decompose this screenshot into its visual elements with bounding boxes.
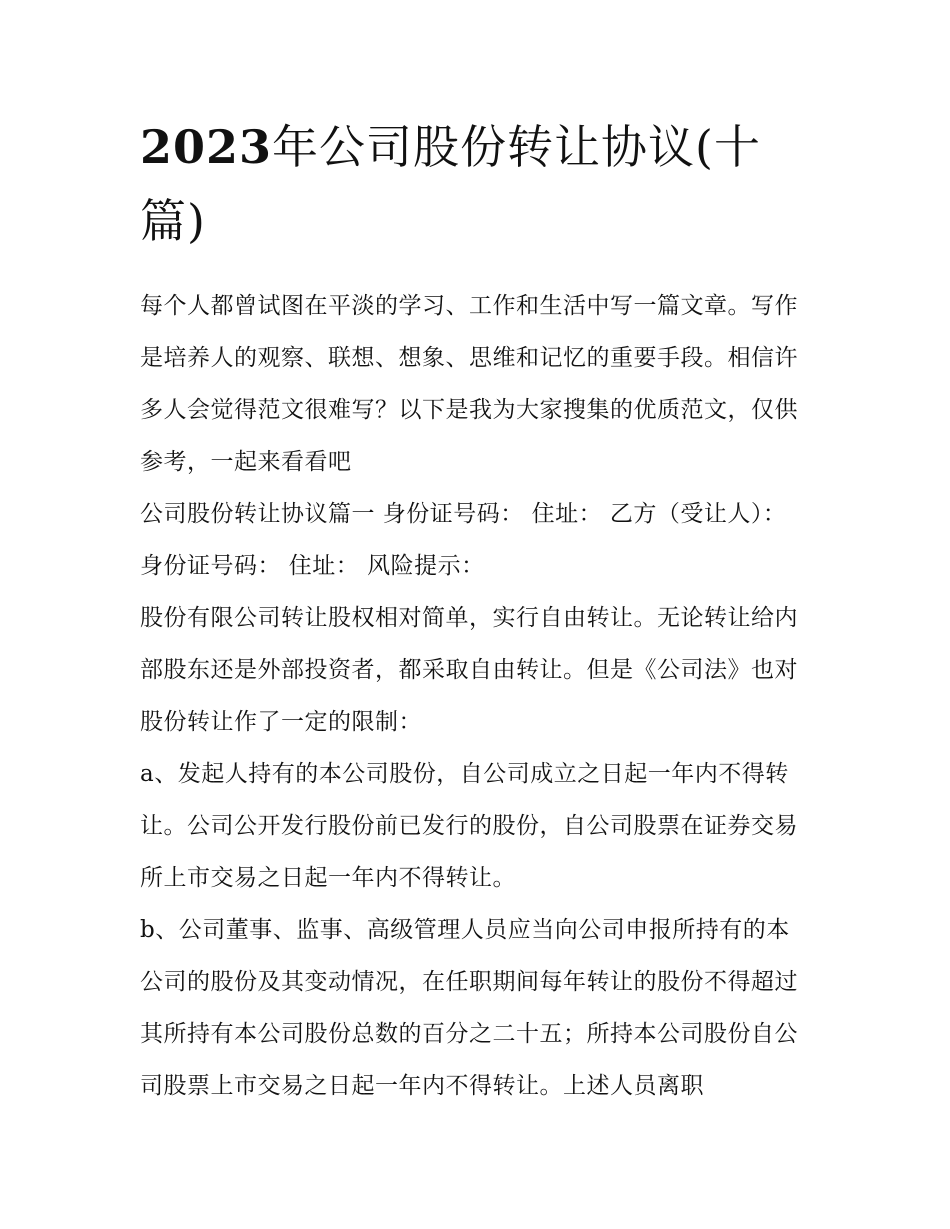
clause-b-paragraph: b、公司董事、监事、高级管理人员应当向公司申报所持有的本公司的股份及其变动情况，在任职期间每年转让的股份不得超过其所持有本公司股份总数的百分之二十五；所持本公司股份自公司股票上市交易之日起一年内不得转让。上述人员离职 bbox=[140, 917, 798, 1099]
transfer-rules-paragraph: 股份有限公司转让股权相对简单，实行自由转让。无论转让给内部股东还是外部投资者，都采取自由转让。但是《公司法》也对股份转让作了一定的限制： bbox=[140, 605, 798, 735]
clause-a-paragraph: a、发起人持有的本公司股份，自公司成立之日起一年内不得转让。公司公开发行股份前已发行的股份，自公司股票在证券交易所上市交易之日起一年内不得转让。 bbox=[140, 761, 798, 891]
document-page bbox=[140, 110, 812, 1112]
title-year: 2023 bbox=[140, 120, 273, 174]
title-text: 年公司股份转让协议(十篇) bbox=[140, 120, 761, 248]
document-title bbox=[140, 110, 812, 258]
intro-paragraph: 每个人都曾试图在平淡的学习、工作和生活中写一篇文章。写作是培养人的观察、联想、想象、思维和记忆的重要手段。相信许多人会觉得范文很难写？以下是我为大家搜集的优质范文，仅供参考，一起来看看吧 bbox=[140, 293, 798, 475]
agreement-header-paragraph: 公司股份转让协议篇一 身份证号码： 住址： 乙方（受让人）： 身份证号码： 住址： 风险提示： bbox=[140, 501, 787, 579]
